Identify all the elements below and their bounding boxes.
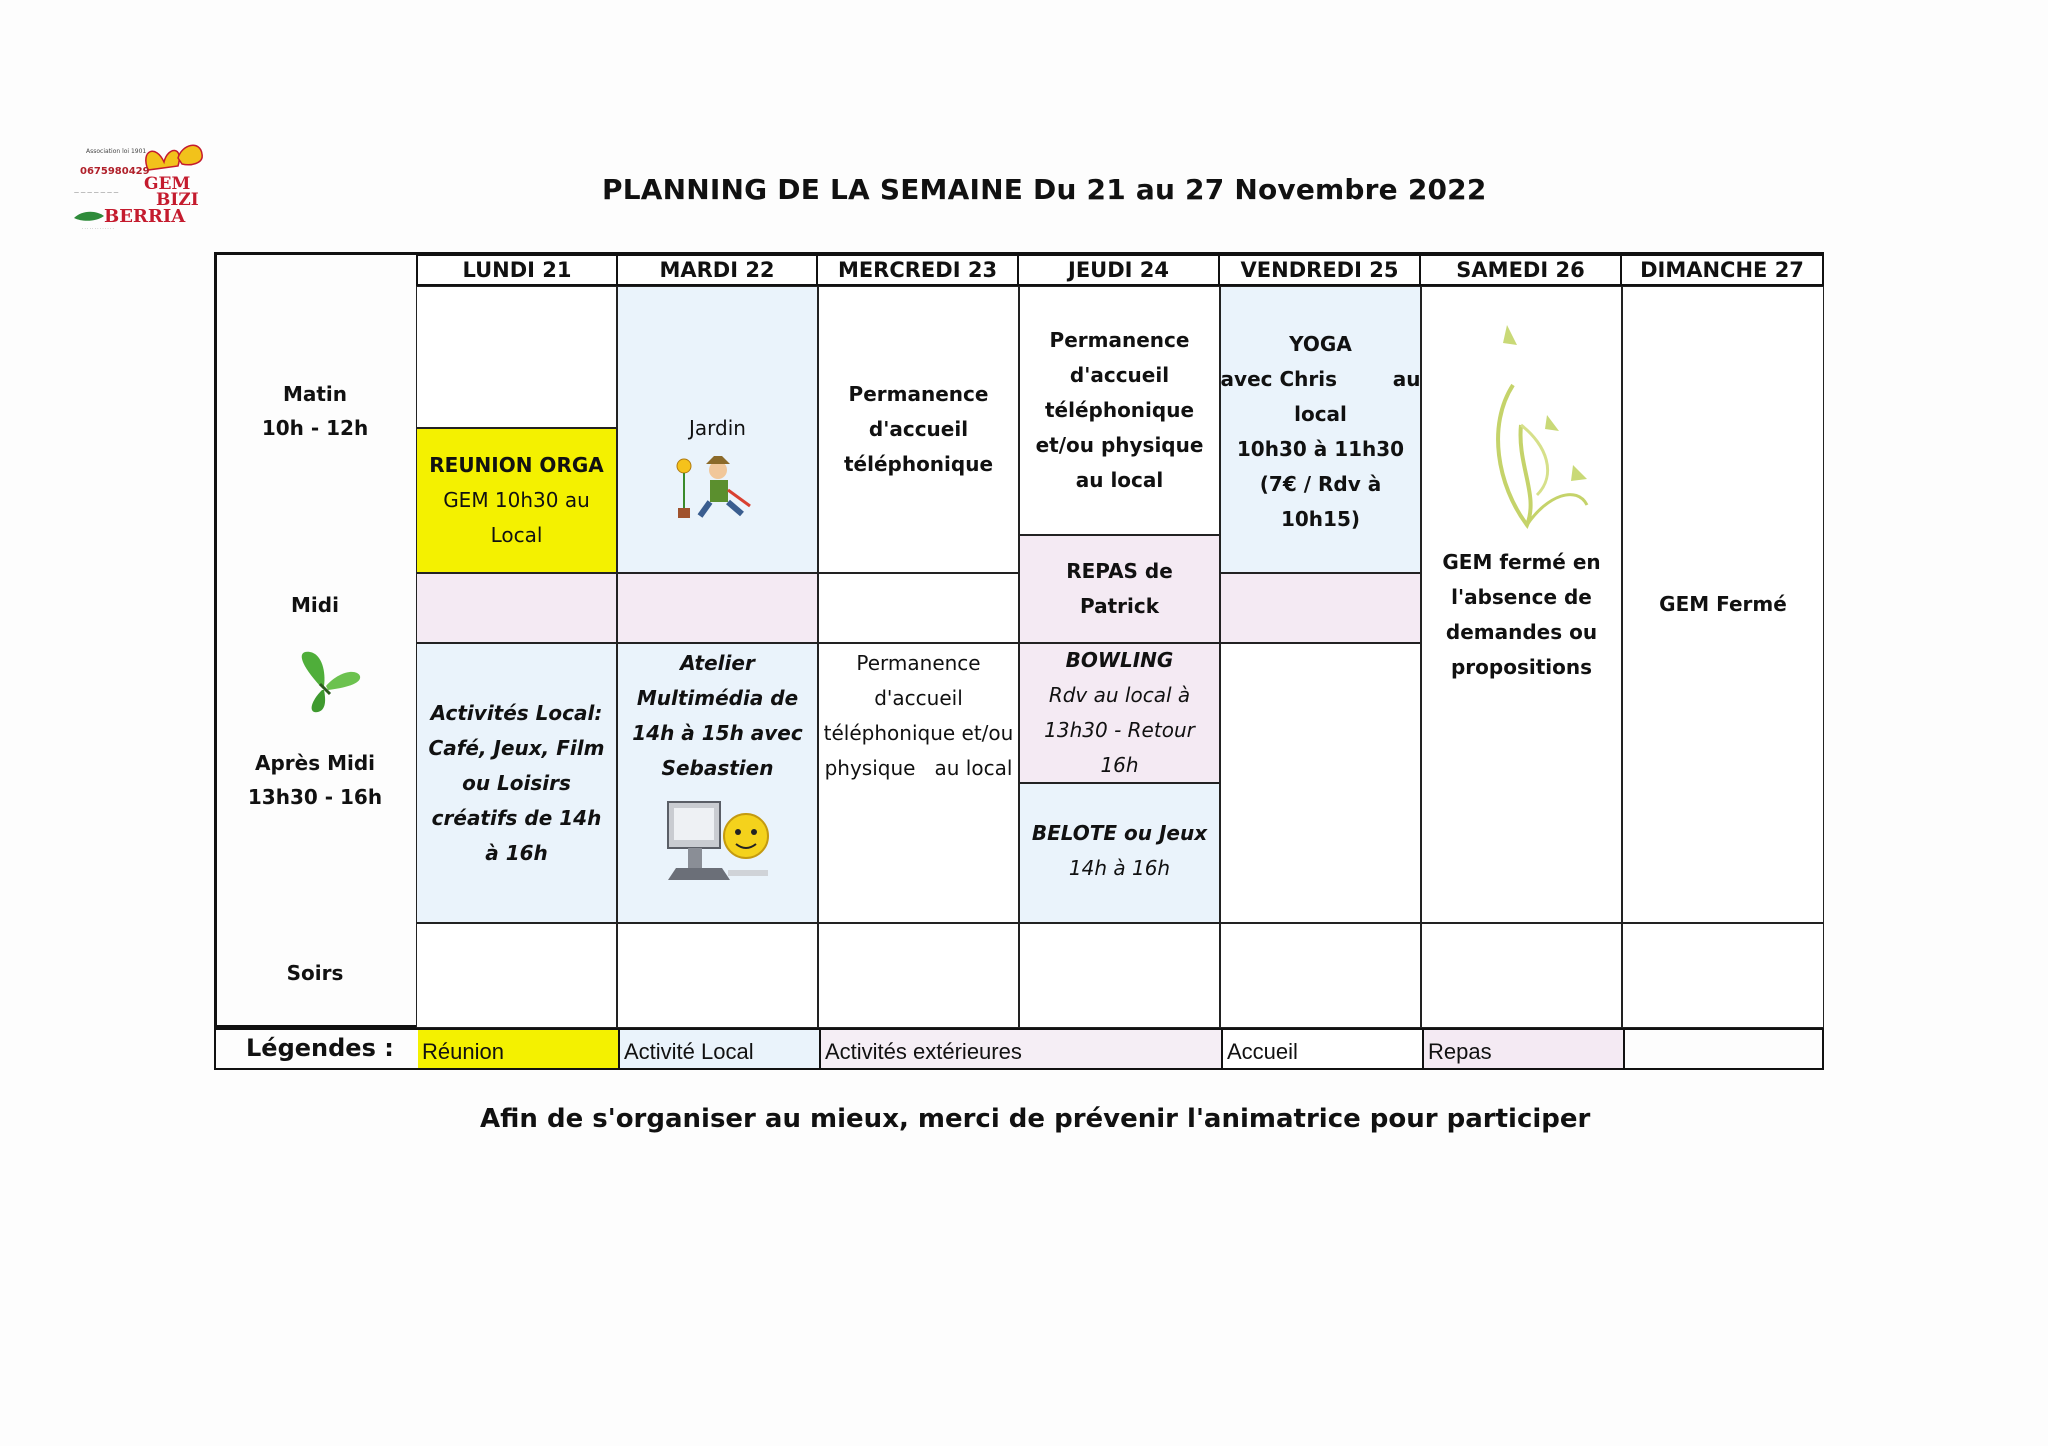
yoga-line: 10h30 à 11h30 [1236, 437, 1405, 461]
mercredi-matin-line: d'accueil [868, 417, 969, 441]
mardi-soir [617, 923, 818, 1028]
day-header-samedi: SAMEDI 26 [1419, 254, 1622, 286]
lundi-reunion-line [429, 448, 603, 483]
day-header-jeudi: JEUDI 24 [1017, 254, 1220, 286]
repas-label: REPAS de Patrick [1066, 559, 1173, 618]
legend-activites-exterieures: Activités extérieures [821, 1030, 1223, 1068]
legend-repas: Repas [1424, 1030, 1625, 1068]
samedi-line: propositions [1450, 655, 1593, 679]
gardener-icon [670, 454, 766, 524]
mercredi-apm-line: téléphonique et/ou [823, 721, 1014, 745]
mardi-apres-midi [617, 643, 818, 923]
lundi-apm-line: à 16h [485, 840, 548, 865]
green-butterfly-icon [290, 648, 366, 716]
samedi-soir [1421, 923, 1622, 1028]
jardin-label: Jardin [689, 416, 746, 440]
mardi-apm-line: Atelier [680, 651, 755, 675]
legend-accueil: Accueil [1223, 1030, 1424, 1068]
vendredi-soir [1220, 923, 1421, 1028]
matin-label: Matin [282, 382, 348, 406]
mercredi-apm-line: physique au local [824, 756, 1013, 780]
jeudi-matin [1019, 286, 1220, 535]
mardi-matin [617, 286, 818, 573]
mercredi-apm-line: d'accueil [874, 686, 963, 710]
vendredi-matin [1220, 286, 1421, 573]
yoga-line: local [1294, 402, 1347, 426]
vendredi-midi [1220, 573, 1421, 643]
apres-midi-label: Après Midi [254, 751, 376, 775]
lundi-reunion [416, 428, 617, 573]
belote-title: BELOTE ou Jeux [1031, 821, 1208, 845]
mercredi-matin-line: téléphonique [843, 452, 994, 476]
bowling-title: BOWLING [1065, 648, 1174, 672]
leaf-logo-icon [72, 210, 106, 222]
reunion-title: REUNION ORGA [429, 453, 604, 477]
lundi-apm-line: ou Loisirs [462, 770, 571, 795]
lundi-midi [416, 573, 617, 643]
jeudi-midi-repas [1019, 535, 1220, 643]
yoga-line: (7€ / Rdv à [1259, 472, 1382, 496]
bowling-line: 13h30 - Retour [1044, 718, 1195, 742]
dimanche-ferme [1622, 286, 1824, 923]
jeudi-matin-line: Permanence [1049, 328, 1190, 352]
mercredi-matin [818, 286, 1019, 573]
jeudi-soir [1019, 923, 1220, 1028]
row-label-soirs: Soirs [286, 961, 344, 985]
day-header-dimanche: DIMANCHE 27 [1620, 254, 1824, 286]
floral-swirl-icon [1447, 315, 1597, 545]
legend-label: Légendes : [246, 1034, 394, 1062]
lundi-apres-midi [416, 643, 617, 923]
dimanche-soir [1622, 923, 1824, 1028]
lundi-apm-line: créatifs de 14h [431, 805, 602, 830]
belote-hours: 14h à 16h [1068, 856, 1171, 880]
lundi-apm-line: Café, Jeux, Film [428, 735, 605, 760]
yoga-line: 10h15) [1280, 507, 1361, 531]
mardi-apm-line: 14h à 15h avec [632, 721, 803, 745]
mercredi-matin-line: Permanence [848, 382, 989, 406]
lundi-soir [416, 923, 617, 1028]
legend-row [214, 1028, 1824, 1070]
mardi-apm-line: Sebastien [661, 756, 774, 780]
samedi-ferme [1421, 286, 1622, 923]
bowling-line: 16h [1100, 753, 1139, 777]
yoga-line: avec Chris au [1220, 367, 1421, 391]
row-label-midi: Midi [291, 593, 339, 617]
gem-logo [68, 138, 208, 234]
jeudi-matin-line: au local [1075, 468, 1164, 492]
lundi-apm-line: Activités Local: [430, 700, 603, 725]
matin-hours: 10h - 12h [261, 416, 369, 440]
mercredi-apres-midi [818, 643, 1019, 923]
mercredi-midi [818, 573, 1019, 643]
apres-midi-hours: 13h30 - 16h [247, 785, 383, 809]
footer-note: Afin de s'organiser au mieux, merci de prévenir l'animatrice pour participer [480, 1104, 1591, 1134]
mardi-apm-line: Multimédia de [636, 686, 799, 710]
legend-empty [1625, 1030, 1822, 1068]
jeudi-belote [1019, 783, 1220, 923]
page-title: PLANNING DE LA SEMAINE Du 21 au 27 Novembre 2022 [602, 173, 1487, 206]
logo-address: — — — — — — — [74, 190, 119, 196]
day-header-vendredi: VENDREDI 25 [1218, 254, 1421, 286]
logo-assoc-text: Association loi 1901 [86, 148, 147, 155]
day-header-lundi: LUNDI 21 [416, 254, 618, 286]
reunion-time: GEM 10h30 au [443, 488, 590, 512]
samedi-line: demandes ou [1445, 620, 1598, 644]
samedi-line: GEM fermé en [1442, 550, 1601, 574]
day-header-mardi: MARDI 22 [616, 254, 818, 286]
lundi-matin-empty [416, 286, 617, 428]
jeudi-matin-line: et/ou physique [1035, 433, 1204, 457]
mercredi-soir [818, 923, 1019, 1028]
samedi-line: l'absence de [1451, 585, 1592, 609]
mercredi-apm-line: Permanence [856, 651, 981, 675]
jeudi-matin-line: téléphonique [1044, 398, 1195, 422]
bowling-line: Rdv au local à [1048, 683, 1191, 707]
logo-phone: 0675980429 [80, 166, 150, 177]
mardi-midi [617, 573, 818, 643]
logo-bizi: BIZI [156, 190, 199, 210]
jeudi-matin-line: d'accueil [1069, 363, 1170, 387]
legend-reunion: Réunion [418, 1030, 620, 1068]
row-label-matin [214, 377, 416, 445]
vendredi-apres-midi [1220, 643, 1421, 923]
yoga-title: YOGA [1289, 332, 1352, 356]
row-label-apres-midi [214, 746, 416, 814]
computer-smiley-icon [658, 796, 778, 892]
logo-berria: BERRIA [104, 206, 186, 227]
day-header-mercredi: MERCREDI 23 [816, 254, 1019, 286]
legend-activite-local: Activité Local [620, 1030, 821, 1068]
jeudi-bowling [1019, 643, 1220, 783]
logo-gem: GEM [144, 174, 191, 194]
reunion-place: Local [490, 523, 543, 547]
dimanche-label: GEM Fermé [1659, 592, 1787, 616]
logo-web: · · · · · · · · · · · · · [82, 226, 114, 231]
